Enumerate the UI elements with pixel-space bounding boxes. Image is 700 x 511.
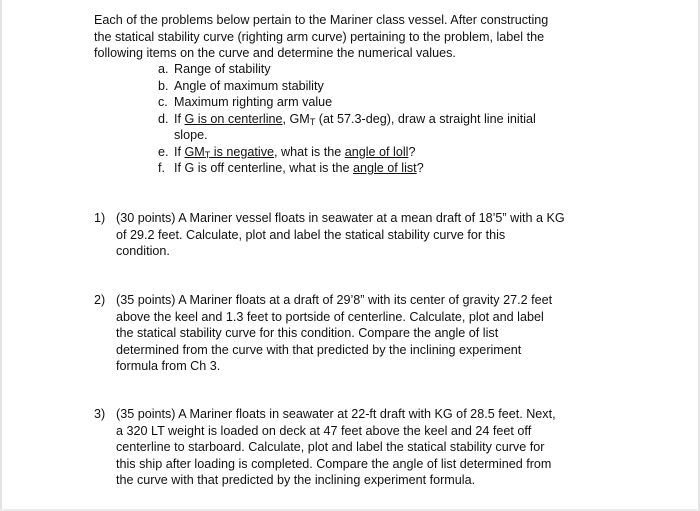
problem-text	[116, 406, 614, 489]
item-text-underlined	[185, 145, 275, 159]
item-text	[174, 111, 598, 144]
item-text-underlined: G is on centerline	[184, 111, 283, 126]
list-item-f	[158, 160, 598, 177]
list-item-c	[158, 94, 598, 111]
intro-line: following items on the curve and determine the numerical values.	[94, 46, 456, 60]
list-item-e	[158, 144, 598, 161]
problem-text	[116, 292, 614, 375]
item-text-underlined: angle of list	[352, 161, 417, 175]
problem-number: 2)	[94, 293, 106, 307]
page-left-edge	[0, 0, 2, 511]
problem-number: 1)	[94, 211, 106, 225]
problem-1	[94, 210, 614, 260]
problem-line: condition.	[116, 244, 170, 258]
item-letter: d.	[158, 111, 169, 126]
item-text-end: ?	[416, 161, 424, 175]
item-text	[174, 144, 598, 161]
list-item-a	[158, 61, 598, 78]
problem-3	[94, 406, 614, 489]
gm-symbol: GM	[184, 144, 205, 159]
gm-subscript: T	[204, 149, 211, 160]
intro-paragraph	[94, 12, 694, 62]
list-item-b	[158, 78, 598, 95]
list-item-d	[158, 111, 598, 144]
item-text-underlined-rest: is negative	[210, 144, 275, 159]
item-text-pre: If	[174, 144, 185, 159]
problem-text	[116, 210, 614, 260]
problem-2	[94, 292, 614, 375]
item-letter: a.	[158, 62, 169, 76]
item-letter: f.	[158, 161, 165, 175]
problem-line: the curve with that predicted by the inclining experiment formula.	[116, 473, 476, 487]
problem-line: (30 points) A Mariner vessel floats in seawater at a mean draft of 18’5” with a KG	[116, 211, 565, 225]
intro-line: Each of the problems below pertain to the Mariner class vessel. After constructing	[94, 13, 549, 27]
item-text-sep: ,	[282, 111, 290, 126]
problem-line: the statical stability curve for this condition. Compare the angle of list	[116, 326, 499, 340]
item-letter: c.	[158, 95, 168, 109]
gm-subscript: T	[309, 116, 316, 127]
problem-line: a 320 LT weight is loaded on deck at 47 feet above the keel and 24 feet off	[116, 423, 532, 438]
item-text: Range of stability	[174, 62, 271, 76]
item-text-cont: slope.	[174, 128, 208, 142]
problem-line: above the keel and 1.3 feet to portside of centerline. Calculate, plot and label	[116, 309, 544, 324]
problem-line: this ship after loading is completed. Compare the angle of list determined from	[116, 456, 552, 471]
item-text-underlined: angle of loll	[344, 144, 409, 159]
item-letter: b.	[158, 78, 169, 93]
item-text: Maximum righting arm value	[174, 95, 333, 109]
problem-line: formula from Ch 3.	[116, 359, 221, 373]
problem-line: centerline to starboard. Calculate, plot and label the statical stability curve for	[116, 440, 545, 454]
item-text: Angle of maximum stability	[174, 78, 324, 93]
problem-line: (35 points) A Mariner floats at a draft of 29’8” with its center of gravity 27.2 feet	[116, 293, 553, 307]
problem-line: determined from the curve with that predicted by the inclining experiment	[116, 342, 522, 357]
item-text-rest: (at 57.3-deg), draw a straight line initial	[315, 111, 536, 126]
problem-line: of 29.2 feet. Calculate, plot and label the statical stability curve for this	[116, 227, 506, 242]
item-text-pre: If G is off centerline, what is the	[174, 161, 353, 175]
label-items-list	[158, 61, 598, 177]
item-text-end: ?	[408, 144, 416, 159]
problem-line: (35 points) A Mariner floats in seawater at 22-ft draft with KG of 28.5 feet. Next,	[116, 407, 556, 421]
gm-symbol: GM	[289, 111, 310, 126]
item-text	[174, 160, 598, 177]
problem-number: 3)	[94, 407, 106, 421]
item-text-mid: , what is the	[274, 144, 345, 159]
item-letter: e.	[158, 144, 169, 159]
item-text-pre: If	[174, 111, 185, 126]
intro-line: the statical stability curve (righting arm curve) pertaining to the problem, label the	[94, 29, 545, 44]
